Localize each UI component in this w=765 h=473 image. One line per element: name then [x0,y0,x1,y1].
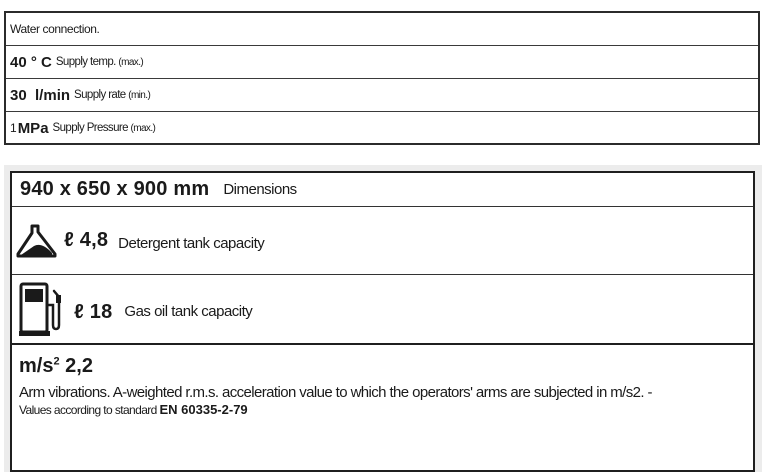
detergent-value [64,229,108,252]
vibration-value [19,355,753,378]
dimensions-row [12,173,753,207]
supply-temp-note: (max.) [118,57,144,68]
supply-pressure-note: (max.) [130,123,156,134]
vibration-number: 2,2 [65,355,93,377]
detergent-number: 4,8 [79,229,109,251]
supply-pressure-prefix: 1 [10,121,17,135]
supply-temp-label-text: Supply temp. [55,56,116,68]
supply-rate-note: (min.) [128,90,151,101]
supply-temp-row [6,46,758,79]
flask-icon [16,224,58,258]
specs-panel [4,165,762,472]
supply-pressure-value: MPa [17,119,49,137]
supply-rate-label-text: Supply rate [74,89,126,101]
vibration-standard [19,402,753,417]
standard-prefix: Values according to standard [19,403,157,417]
gasoil-row [12,275,753,345]
water-connection-table [4,11,760,145]
standard-code: EN 60335-2-79 [159,402,248,417]
vibration-row [12,345,753,470]
vibration-unit: m/s [19,355,54,377]
supply-pressure-row [6,112,758,144]
supply-temp-value: 40 ° C [10,53,52,71]
water-connection-title [6,13,758,46]
supply-pressure-label [53,122,156,134]
supply-pressure-label-text: Supply Pressure [52,122,128,134]
supply-rate-label [74,89,150,101]
vibration-description: Arm vibrations. A-weighted r.m.s. acceleration value to which the operators' arms are subjected in m/s2. - [19,384,652,401]
gasoil-number: 18 [89,300,113,323]
detergent-label: Detergent tank capacity [118,235,265,252]
supply-temp-label [56,56,143,68]
detergent-unit: ℓ [64,229,74,251]
gasoil-label: Gas oil tank capacity [124,302,253,320]
detergent-row [12,207,753,275]
dimensions-value: 940 x 650 x 900 mm [20,178,210,200]
specs-table [10,171,755,472]
gasoil-value [74,301,112,324]
dimensions-label: Dimensions [223,181,297,198]
fuel-pump-icon [18,281,64,337]
water-title-text: Water connection. [10,22,100,36]
vibration-unit-exponent: 2 [53,355,60,368]
supply-rate-value: 30 l/min [10,86,71,104]
gasoil-unit: ℓ [74,300,84,323]
supply-rate-row [6,79,758,112]
